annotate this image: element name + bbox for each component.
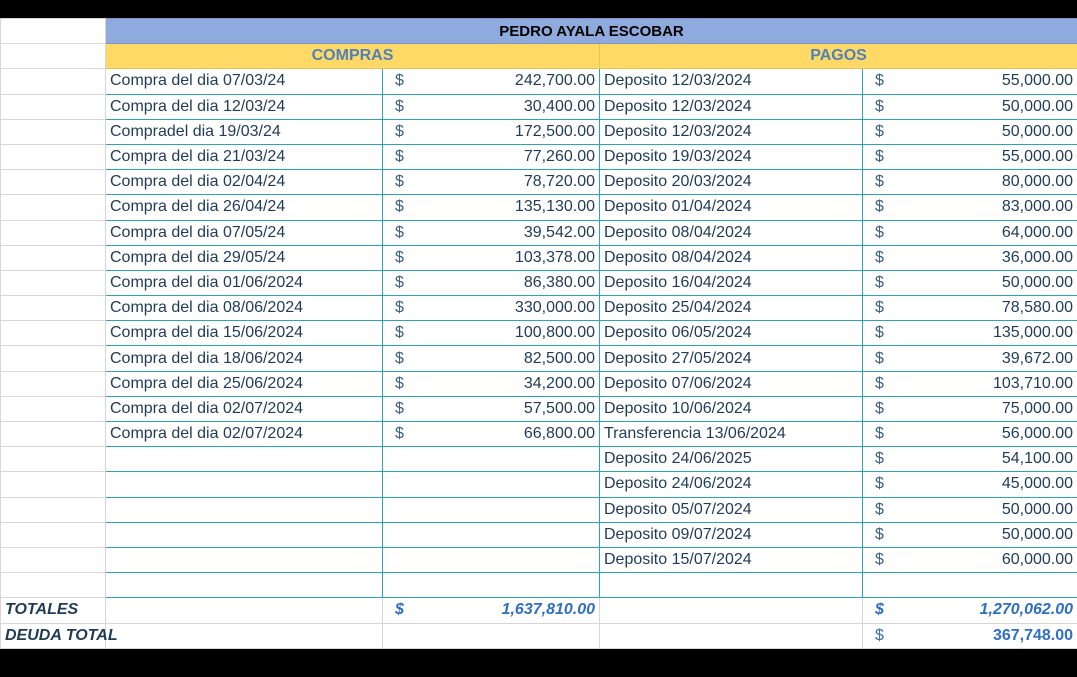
pago-amount-cell[interactable] bbox=[863, 170, 1077, 195]
compra-amount-cell[interactable] bbox=[383, 69, 600, 94]
table-row bbox=[1, 195, 1077, 220]
table-row bbox=[1, 321, 1077, 346]
pago-amount-cell[interactable] bbox=[863, 547, 1077, 572]
compra-amount-cell[interactable] bbox=[383, 170, 600, 195]
table-row bbox=[1, 69, 1077, 94]
pago-amount-value: 60,000.00 bbox=[1001, 551, 1074, 569]
table-row bbox=[1, 547, 1077, 572]
compra-description-cell[interactable]: Compra del dia 01/06/2024 bbox=[106, 270, 383, 295]
currency-symbol: $ bbox=[875, 198, 884, 216]
row-spacer-cell[interactable] bbox=[1, 119, 106, 144]
compra-amount-cell[interactable] bbox=[383, 422, 600, 447]
compra-description-cell[interactable] bbox=[106, 472, 383, 497]
row-spacer-cell[interactable] bbox=[1, 547, 106, 572]
currency-symbol: $ bbox=[875, 122, 884, 140]
currency-symbol: $ bbox=[875, 475, 884, 493]
pago-description-cell[interactable]: Deposito 08/04/2024 bbox=[600, 220, 863, 245]
totals-label-cell[interactable]: TOTALES bbox=[1, 598, 106, 623]
cell-a2[interactable] bbox=[1, 44, 106, 69]
pago-amount-cell[interactable] bbox=[863, 497, 1077, 522]
pago-amount-value: 80,000.00 bbox=[1001, 173, 1074, 191]
compra-amount-cell[interactable] bbox=[383, 573, 600, 598]
row-spacer-cell[interactable] bbox=[1, 573, 106, 598]
compra-description-cell[interactable] bbox=[106, 547, 383, 572]
row-spacer-cell[interactable] bbox=[1, 346, 106, 371]
compra-amount-value: 330,000.00 bbox=[514, 299, 595, 317]
totals-empty-cell[interactable] bbox=[106, 598, 383, 623]
cell-a1[interactable] bbox=[1, 19, 106, 44]
pago-amount-cell[interactable] bbox=[863, 346, 1077, 371]
compra-amount-value: 77,260.00 bbox=[523, 148, 595, 166]
currency-symbol: $ bbox=[395, 324, 404, 342]
currency-symbol: $ bbox=[875, 324, 884, 342]
compra-description-cell[interactable] bbox=[106, 497, 383, 522]
table-row bbox=[1, 245, 1077, 270]
compra-amount-cell[interactable] bbox=[383, 270, 600, 295]
compra-amount-cell[interactable] bbox=[383, 144, 600, 169]
compra-amount-value: 103,378.00 bbox=[514, 248, 595, 266]
currency-symbol: $ bbox=[875, 425, 884, 443]
compra-description-cell[interactable]: Compra del dia 08/06/2024 bbox=[106, 296, 383, 321]
row-spacer-cell[interactable] bbox=[1, 195, 106, 220]
debt-empty-cell[interactable] bbox=[383, 623, 600, 648]
pago-amount-value: 55,000.00 bbox=[1001, 72, 1074, 90]
pago-description-cell[interactable]: Deposito 27/05/2024 bbox=[600, 346, 863, 371]
currency-symbol: $ bbox=[875, 450, 884, 468]
currency-symbol: $ bbox=[395, 349, 404, 367]
pago-description-cell[interactable]: Deposito 12/03/2024 bbox=[600, 94, 863, 119]
currency-symbol: $ bbox=[875, 374, 884, 392]
pago-amount-value: 50,000.00 bbox=[1001, 525, 1074, 543]
table-row bbox=[1, 270, 1077, 295]
pago-description-cell[interactable]: Deposito 12/03/2024 bbox=[600, 69, 863, 94]
pago-description-cell[interactable]: Deposito 24/06/2024 bbox=[600, 472, 863, 497]
currency-symbol: $ bbox=[395, 223, 404, 241]
currency-symbol: $ bbox=[395, 72, 404, 90]
compra-amount-value: 66,800.00 bbox=[523, 425, 595, 443]
compra-amount-cell[interactable] bbox=[383, 547, 600, 572]
currency-symbol: $ bbox=[395, 198, 404, 216]
compra-amount-cell[interactable] bbox=[383, 447, 600, 472]
compra-description-cell[interactable]: Compra del dia 02/07/2024 bbox=[106, 422, 383, 447]
compras-total-value: 1,637,810.00 bbox=[501, 601, 595, 619]
compra-amount-value: 100,800.00 bbox=[514, 324, 595, 342]
table-row bbox=[1, 573, 1077, 598]
table-row bbox=[1, 144, 1077, 169]
debt-empty-cell[interactable] bbox=[106, 623, 383, 648]
row-spacer-cell[interactable] bbox=[1, 396, 106, 421]
debt-label-cell[interactable]: DEUDA TOTAL bbox=[1, 623, 106, 648]
pago-amount-value: 75,000.00 bbox=[1001, 399, 1074, 417]
compra-amount-cell[interactable] bbox=[383, 296, 600, 321]
pago-description-cell[interactable]: Deposito 07/06/2024 bbox=[600, 371, 863, 396]
pago-amount-cell[interactable] bbox=[863, 144, 1077, 169]
debt-row bbox=[1, 623, 1077, 648]
pago-description-cell[interactable]: Deposito 15/07/2024 bbox=[600, 547, 863, 572]
currency-symbol: $ bbox=[395, 173, 404, 191]
table-row bbox=[1, 422, 1077, 447]
pago-amount-value: 50,000.00 bbox=[1001, 122, 1074, 140]
table-row bbox=[1, 119, 1077, 144]
section-header-row bbox=[1, 44, 1077, 69]
currency-symbol: $ bbox=[875, 299, 884, 317]
table-row bbox=[1, 220, 1077, 245]
pago-amount-cell[interactable] bbox=[863, 69, 1077, 94]
compra-amount-value: 39,542.00 bbox=[523, 223, 595, 241]
pago-amount-cell[interactable] bbox=[863, 472, 1077, 497]
row-spacer-cell[interactable] bbox=[1, 447, 106, 472]
pago-amount-value: 50,000.00 bbox=[1001, 273, 1074, 291]
currency-symbol: $ bbox=[395, 601, 404, 619]
pago-amount-value: 50,000.00 bbox=[1001, 500, 1074, 518]
pago-description-cell[interactable]: Deposito 16/04/2024 bbox=[600, 270, 863, 295]
compra-description-cell[interactable]: Compradel dia 19/03/24 bbox=[106, 119, 383, 144]
currency-symbol: $ bbox=[875, 72, 884, 90]
compra-amount-cell[interactable] bbox=[383, 119, 600, 144]
compra-amount-cell[interactable] bbox=[383, 396, 600, 421]
pago-amount-value: 55,000.00 bbox=[1001, 148, 1074, 166]
row-spacer-cell[interactable] bbox=[1, 321, 106, 346]
row-spacer-cell[interactable] bbox=[1, 220, 106, 245]
currency-symbol: $ bbox=[875, 525, 884, 543]
compra-description-cell[interactable] bbox=[106, 447, 383, 472]
currency-symbol: $ bbox=[875, 173, 884, 191]
currency-symbol: $ bbox=[875, 349, 884, 367]
compra-amount-cell[interactable] bbox=[383, 321, 600, 346]
table-row bbox=[1, 170, 1077, 195]
pago-amount-cell[interactable] bbox=[863, 245, 1077, 270]
compra-amount-value: 34,200.00 bbox=[523, 374, 595, 392]
compra-amount-cell[interactable] bbox=[383, 522, 600, 547]
compra-description-cell[interactable]: Compra del dia 02/07/2024 bbox=[106, 396, 383, 421]
compra-amount-value: 172,500.00 bbox=[514, 122, 595, 140]
pago-amount-cell[interactable] bbox=[863, 321, 1077, 346]
row-spacer-cell[interactable] bbox=[1, 170, 106, 195]
table-row bbox=[1, 447, 1077, 472]
table-row bbox=[1, 396, 1077, 421]
compra-description-cell[interactable]: Compra del dia 15/06/2024 bbox=[106, 321, 383, 346]
pago-description-cell[interactable]: Deposito 25/04/2024 bbox=[600, 296, 863, 321]
row-spacer-cell[interactable] bbox=[1, 371, 106, 396]
pago-description-cell[interactable]: Deposito 01/04/2024 bbox=[600, 195, 863, 220]
row-spacer-cell[interactable] bbox=[1, 497, 106, 522]
compras-header-cell[interactable]: COMPRAS bbox=[106, 44, 600, 69]
pagos-header-cell[interactable]: PAGOS bbox=[600, 44, 1077, 69]
pago-description-cell[interactable]: Deposito 05/07/2024 bbox=[600, 497, 863, 522]
pago-amount-cell[interactable] bbox=[863, 119, 1077, 144]
pago-amount-cell[interactable] bbox=[863, 447, 1077, 472]
compra-amount-value: 57,500.00 bbox=[523, 399, 595, 417]
table-row bbox=[1, 497, 1077, 522]
pago-amount-value: 54,100.00 bbox=[1001, 450, 1074, 468]
currency-symbol: $ bbox=[395, 122, 404, 140]
currency-symbol: $ bbox=[875, 273, 884, 291]
compra-amount-cell[interactable] bbox=[383, 94, 600, 119]
table-row bbox=[1, 472, 1077, 497]
compra-amount-cell[interactable] bbox=[383, 497, 600, 522]
row-spacer-cell[interactable] bbox=[1, 472, 106, 497]
pago-description-cell[interactable] bbox=[600, 573, 863, 598]
pago-description-cell[interactable]: Deposito 08/04/2024 bbox=[600, 245, 863, 270]
debt-empty-cell[interactable] bbox=[600, 623, 863, 648]
pago-amount-cell[interactable] bbox=[863, 94, 1077, 119]
compra-amount-value: 30,400.00 bbox=[523, 97, 595, 115]
pago-amount-cell[interactable] bbox=[863, 296, 1077, 321]
pago-amount-value: 135,000.00 bbox=[992, 324, 1074, 342]
row-spacer-cell[interactable] bbox=[1, 69, 106, 94]
row-spacer-cell[interactable] bbox=[1, 522, 106, 547]
pago-description-cell[interactable]: Deposito 12/03/2024 bbox=[600, 119, 863, 144]
spreadsheet-grid bbox=[0, 18, 1077, 649]
compra-description-cell[interactable] bbox=[106, 522, 383, 547]
pago-amount-cell[interactable] bbox=[863, 220, 1077, 245]
currency-symbol: $ bbox=[395, 248, 404, 266]
currency-symbol: $ bbox=[395, 97, 404, 115]
compra-amount-value: 86,380.00 bbox=[523, 273, 595, 291]
pago-amount-cell[interactable] bbox=[863, 371, 1077, 396]
pago-description-cell[interactable]: Deposito 20/03/2024 bbox=[600, 170, 863, 195]
compras-total-cell[interactable] bbox=[383, 598, 600, 623]
pago-amount-cell[interactable] bbox=[863, 422, 1077, 447]
sheet-title-cell[interactable]: PEDRO AYALA ESCOBAR bbox=[106, 19, 1077, 44]
row-spacer-cell[interactable] bbox=[1, 144, 106, 169]
pago-amount-value: 78,580.00 bbox=[1001, 299, 1074, 317]
table-row bbox=[1, 371, 1077, 396]
pago-description-cell[interactable]: Deposito 06/05/2024 bbox=[600, 321, 863, 346]
pago-amount-value: 50,000.00 bbox=[1001, 97, 1074, 115]
pago-amount-cell[interactable] bbox=[863, 270, 1077, 295]
pago-amount-value: 83,000.00 bbox=[1001, 198, 1074, 216]
pago-amount-cell[interactable] bbox=[863, 573, 1077, 598]
pago-amount-value: 103,710.00 bbox=[992, 374, 1074, 392]
pago-description-cell[interactable]: Deposito 19/03/2024 bbox=[600, 144, 863, 169]
pago-amount-value: 45,000.00 bbox=[1001, 475, 1074, 493]
compra-description-cell[interactable]: Compra del dia 26/04/24 bbox=[106, 195, 383, 220]
totals-row bbox=[1, 598, 1077, 623]
compra-amount-cell[interactable] bbox=[383, 472, 600, 497]
currency-symbol: $ bbox=[395, 273, 404, 291]
debt-amount-value: 367,748.00 bbox=[992, 626, 1074, 644]
compra-description-cell[interactable]: Compra del dia 29/05/24 bbox=[106, 245, 383, 270]
table-row bbox=[1, 346, 1077, 371]
compra-description-cell[interactable]: Compra del dia 02/04/24 bbox=[106, 170, 383, 195]
pago-amount-value: 64,000.00 bbox=[1001, 223, 1074, 241]
compra-description-cell[interactable]: Compra del dia 25/06/2024 bbox=[106, 371, 383, 396]
currency-symbol: $ bbox=[875, 97, 884, 115]
currency-symbol: $ bbox=[395, 148, 404, 166]
pago-amount-value: 39,672.00 bbox=[1001, 349, 1074, 367]
compra-amount-cell[interactable] bbox=[383, 220, 600, 245]
compra-amount-cell[interactable] bbox=[383, 346, 600, 371]
currency-symbol: $ bbox=[875, 626, 884, 644]
pago-description-cell[interactable]: Deposito 10/06/2024 bbox=[600, 396, 863, 421]
currency-symbol: $ bbox=[875, 248, 884, 266]
pago-amount-cell[interactable] bbox=[863, 195, 1077, 220]
title-row bbox=[1, 19, 1077, 44]
currency-symbol: $ bbox=[395, 299, 404, 317]
compra-description-cell[interactable]: Compra del dia 12/03/24 bbox=[106, 94, 383, 119]
table-row bbox=[1, 94, 1077, 119]
compra-amount-value: 242,700.00 bbox=[514, 72, 595, 90]
compra-description-cell[interactable]: Compra del dia 07/05/24 bbox=[106, 220, 383, 245]
pago-amount-value: 36,000.00 bbox=[1001, 248, 1074, 266]
compra-amount-cell[interactable] bbox=[383, 245, 600, 270]
currency-symbol: $ bbox=[875, 399, 884, 417]
pagos-total-cell[interactable] bbox=[863, 598, 1077, 623]
compra-amount-cell[interactable] bbox=[383, 371, 600, 396]
totals-empty-cell[interactable] bbox=[600, 598, 863, 623]
compra-description-cell[interactable]: Compra del dia 18/06/2024 bbox=[106, 346, 383, 371]
debt-amount-cell[interactable] bbox=[863, 623, 1077, 648]
row-spacer-cell[interactable] bbox=[1, 245, 106, 270]
currency-symbol: $ bbox=[875, 551, 884, 569]
compra-amount-cell[interactable] bbox=[383, 195, 600, 220]
row-spacer-cell[interactable] bbox=[1, 94, 106, 119]
currency-symbol: $ bbox=[395, 425, 404, 443]
pago-amount-value: 56,000.00 bbox=[1001, 425, 1074, 443]
compra-description-cell[interactable]: Compra del dia 21/03/24 bbox=[106, 144, 383, 169]
currency-symbol: $ bbox=[875, 223, 884, 241]
pagos-total-value: 1,270,062.00 bbox=[979, 601, 1074, 619]
row-spacer-cell[interactable] bbox=[1, 422, 106, 447]
pago-description-cell[interactable]: Deposito 24/06/2025 bbox=[600, 447, 863, 472]
currency-symbol: $ bbox=[875, 500, 884, 518]
compra-amount-value: 135,130.00 bbox=[514, 198, 595, 216]
currency-symbol: $ bbox=[395, 374, 404, 392]
pago-description-cell[interactable]: Deposito 09/07/2024 bbox=[600, 522, 863, 547]
currency-symbol: $ bbox=[875, 601, 884, 619]
pago-amount-cell[interactable] bbox=[863, 396, 1077, 421]
table-row bbox=[1, 522, 1077, 547]
row-spacer-cell[interactable] bbox=[1, 296, 106, 321]
pago-amount-cell[interactable] bbox=[863, 522, 1077, 547]
pago-description-cell[interactable]: Transferencia 13/06/2024 bbox=[600, 422, 863, 447]
compra-description-cell[interactable]: Compra del dia 07/03/24 bbox=[106, 69, 383, 94]
compra-amount-value: 82,500.00 bbox=[523, 349, 595, 367]
compra-amount-value: 78,720.00 bbox=[523, 173, 595, 191]
currency-symbol: $ bbox=[875, 148, 884, 166]
table-row bbox=[1, 296, 1077, 321]
compra-description-cell[interactable] bbox=[106, 573, 383, 598]
currency-symbol: $ bbox=[395, 399, 404, 417]
row-spacer-cell[interactable] bbox=[1, 270, 106, 295]
